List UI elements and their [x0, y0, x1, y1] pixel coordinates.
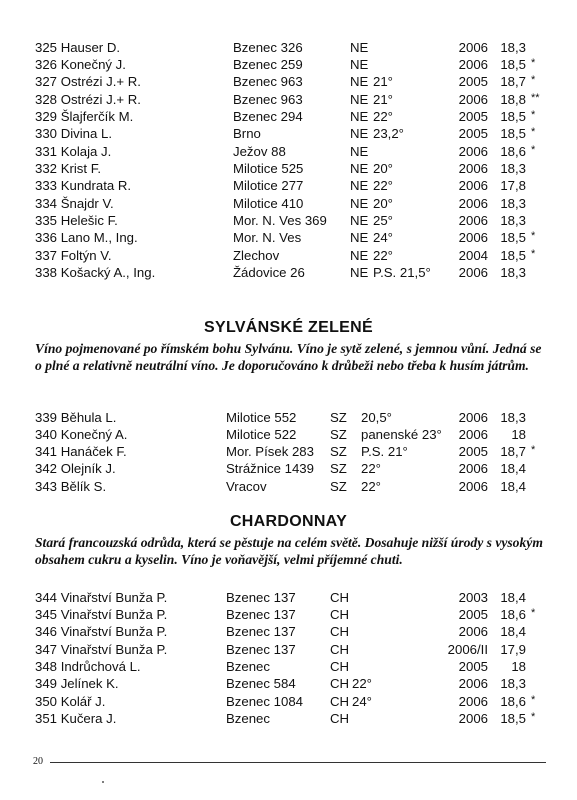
entry-year: 2006	[458, 56, 488, 72]
entry-id: 333	[35, 178, 58, 194]
entry-grower: Ostrézi J.+ R.	[60, 91, 141, 107]
entry-id: 337	[35, 247, 58, 263]
entry-name	[35, 39, 120, 56]
entry-variety-code: NE	[350, 247, 369, 263]
entry-year: 2006	[458, 265, 488, 281]
entry-detail: P.S. 21,5°	[373, 265, 431, 281]
entry-detail: 22°	[361, 478, 381, 494]
entry-grower: Vinařství Bunža P.	[60, 641, 168, 657]
entry-variety-code: NE	[350, 230, 369, 246]
entry-detail: 24°	[352, 693, 372, 709]
entry-grower: Indrůchová L.	[60, 658, 141, 674]
entry-id: 329	[35, 108, 58, 124]
entry-variety-code: SZ	[330, 478, 347, 494]
entry-detail: 22°	[373, 108, 393, 124]
table-row	[0, 247, 577, 264]
entry-year: 2005	[458, 126, 488, 142]
entry-name	[35, 56, 126, 73]
entry-score: 17,9	[500, 641, 526, 657]
entry-place: Bzenec 137	[226, 606, 296, 622]
entry-mark: *	[531, 710, 536, 723]
table-row	[0, 409, 577, 426]
entry-mark: *	[531, 143, 536, 156]
entry-grower: Helešic F.	[60, 213, 118, 228]
entry-grower: Divina L.	[60, 126, 112, 142]
entry-year: 2004	[458, 247, 488, 263]
entry-mark: *	[531, 126, 536, 139]
entry-place: Bzenec	[226, 658, 270, 674]
entry-name	[35, 710, 116, 727]
entry-place: Bzenec 963	[233, 74, 303, 90]
entry-year: 2006	[458, 693, 488, 709]
entry-detail: 20,5°	[361, 409, 392, 425]
table-row	[0, 641, 577, 658]
entry-id: 343	[35, 478, 58, 494]
entry-id: 332	[35, 160, 58, 176]
table-row	[0, 195, 577, 212]
entry-score: 18	[511, 658, 526, 674]
entry-place: Žádovice 26	[233, 265, 305, 281]
entry-score: 18,5	[500, 247, 526, 263]
entry-id: 330	[35, 126, 58, 142]
table-row	[0, 589, 577, 606]
entry-name	[35, 606, 167, 623]
entry-variety-code: CH	[330, 589, 350, 605]
entry-name	[35, 426, 127, 443]
entry-grower: Vinařství Bunža P.	[60, 589, 168, 605]
entry-id: 339	[35, 409, 58, 425]
entry-mark: *	[531, 606, 536, 619]
entry-score: 18,7	[500, 444, 526, 460]
entry-variety-code: CH	[330, 676, 350, 692]
entry-score: 18,4	[500, 461, 526, 477]
entry-year: 2005	[458, 606, 488, 622]
entry-place: Milotice 410	[233, 195, 304, 211]
entry-year: 2005	[458, 74, 488, 90]
entry-year: 2006	[458, 160, 488, 176]
entry-year: 2003	[458, 589, 488, 605]
entry-place: Mor. Písek 283	[226, 444, 314, 460]
footer-rule	[50, 762, 546, 763]
entry-detail: 20°	[373, 160, 393, 176]
entry-score: 18,4	[500, 589, 526, 605]
entry-grower: Kolář J.	[60, 693, 106, 709]
entry-score: 18,5	[500, 230, 526, 246]
entry-place: Milotice 552	[226, 409, 297, 425]
section-heading: SYLVÁNSKÉ ZELENÉ	[204, 319, 373, 336]
entry-mark: *	[531, 230, 536, 243]
entry-detail: 22°	[361, 461, 381, 477]
entry-grower: Běhula L.	[60, 409, 117, 425]
entry-year: 2006	[458, 426, 488, 442]
entry-name	[35, 675, 119, 692]
entry-detail: 22°	[373, 247, 393, 263]
entry-place: Mor. N. Ves 369	[233, 213, 327, 228]
entry-id: 327	[35, 74, 58, 90]
entry-place: Mor. N. Ves	[233, 230, 302, 246]
entry-year: 2006	[458, 676, 488, 692]
entry-score: 18,3	[500, 213, 526, 228]
entry-place: Milotice 277	[233, 178, 304, 194]
table-row	[0, 108, 577, 125]
entry-variety-code: NE	[350, 195, 369, 211]
entry-variety-code: NE	[350, 126, 369, 142]
entry-id: 326	[35, 56, 58, 72]
entry-place: Bzenec 137	[226, 624, 296, 640]
table-row	[0, 39, 577, 56]
speck	[102, 781, 104, 783]
entry-score: 18,6	[500, 606, 526, 622]
table-row	[0, 710, 577, 727]
entry-grower: Šnajdr V.	[60, 195, 114, 211]
entry-id: 335	[35, 213, 58, 228]
table-row	[0, 675, 577, 692]
entry-grower: Ostrézi J.+ R.	[60, 74, 141, 90]
entry-score: 18	[511, 426, 526, 442]
entry-grower: Kučera J.	[60, 710, 117, 726]
entry-variety-code: NE	[350, 178, 369, 194]
entry-score: 18,3	[500, 195, 526, 211]
entry-name	[35, 693, 105, 710]
entry-grower: Kundrata R.	[60, 178, 132, 194]
entry-score: 18,6	[500, 143, 526, 159]
table-row	[0, 693, 577, 710]
entry-variety-code: NE	[350, 56, 369, 72]
entry-name	[35, 177, 131, 194]
entry-name	[35, 91, 141, 108]
entry-place: Bzenec 294	[233, 108, 303, 124]
entry-year: 2006	[458, 195, 488, 211]
table-row	[0, 229, 577, 246]
entry-place: Brno	[233, 126, 261, 142]
entry-variety-code: SZ	[330, 444, 347, 460]
entry-score: 18,5	[500, 710, 526, 726]
entry-year: 2006	[458, 461, 488, 477]
entry-detail: 21°	[373, 74, 393, 90]
entry-score: 18,3	[500, 160, 526, 176]
entry-year: 2006	[458, 230, 488, 246]
entry-id: 331	[35, 143, 58, 159]
entry-id: 325	[35, 39, 58, 55]
entry-year: 2005	[458, 108, 488, 124]
entry-variety-code: NE	[350, 213, 369, 228]
entry-score: 18,5	[500, 108, 526, 124]
entry-place: Milotice 525	[233, 160, 304, 176]
entry-mark: **	[531, 91, 540, 104]
entry-year: 2006	[458, 39, 488, 55]
entry-place: Milotice 522	[226, 426, 297, 442]
entry-score: 18,4	[500, 478, 526, 494]
table-row	[0, 658, 577, 675]
entry-variety-code: NE	[350, 160, 369, 176]
entry-year: 2006	[458, 143, 488, 159]
entry-score: 18,5	[500, 126, 526, 142]
entry-variety-code: CH	[330, 658, 350, 674]
entry-variety-code: NE	[350, 265, 369, 281]
entry-variety-code: SZ	[330, 461, 347, 477]
entry-variety-code: CH	[330, 606, 350, 622]
entry-grower: Krist F.	[60, 160, 101, 176]
entry-place: Bzenec 963	[233, 91, 303, 107]
entry-detail: 21°	[373, 91, 393, 107]
entry-name	[35, 212, 118, 229]
section-description: Stará francouzská odrůda, která se pěstuje na celém světě. Dosahuje nižší úrody s vysokým obsahem cukru a kyselin. Víno je voňavější, velmi příjemné chuti.	[35, 535, 543, 567]
entry-id: 328	[35, 91, 58, 107]
entry-year: 2006	[458, 710, 488, 726]
entry-place: Bzenec 137	[226, 641, 296, 657]
entry-variety-code: SZ	[330, 426, 347, 442]
entry-id: 344	[35, 589, 58, 605]
entry-mark: *	[531, 108, 536, 121]
entry-score: 18,6	[500, 693, 526, 709]
entry-score: 18,4	[500, 624, 526, 640]
entry-id: 340	[35, 426, 58, 442]
entry-grower: Vinařství Bunža P.	[60, 606, 168, 622]
page-number: 20	[33, 756, 43, 767]
entry-variety-code: NE	[350, 39, 369, 55]
entry-id: 350	[35, 693, 58, 709]
entry-name	[35, 264, 155, 281]
entry-score: 18,3	[500, 265, 526, 281]
entry-name	[35, 460, 116, 477]
entry-grower: Foltýn V.	[60, 247, 112, 263]
entry-place: Bzenec 1084	[226, 693, 303, 709]
entry-place: Strážnice 1439	[226, 461, 314, 477]
table-row	[0, 125, 577, 142]
entry-variety-code: CH	[330, 710, 350, 726]
entry-name	[35, 195, 114, 212]
entry-year: 2006	[458, 624, 488, 640]
entry-grower: Vinařství Bunža P.	[60, 624, 168, 640]
entry-year: 2005	[458, 444, 488, 460]
table-row	[0, 443, 577, 460]
table-row	[0, 460, 577, 477]
entry-mark: *	[531, 74, 536, 87]
entry-mark: *	[531, 693, 536, 706]
entry-id: 345	[35, 606, 58, 622]
table-row	[0, 426, 577, 443]
entry-name	[35, 443, 127, 460]
entry-grower: Košacký A., Ing.	[60, 265, 156, 281]
entry-name	[35, 589, 167, 606]
entry-mark: *	[531, 444, 536, 457]
entry-name	[35, 229, 138, 246]
entry-year: 2006	[458, 478, 488, 494]
entry-id: 334	[35, 195, 58, 211]
entry-year: 2006	[458, 409, 488, 425]
entry-id: 349	[35, 676, 58, 692]
entry-grower: Bělík S.	[60, 478, 107, 494]
entry-name	[35, 641, 167, 658]
entry-place: Zlechov	[233, 247, 280, 263]
entry-grower: Kolaja J.	[60, 143, 112, 159]
entry-name	[35, 478, 106, 495]
entry-score: 18,3	[500, 409, 526, 425]
entry-year: 2005	[458, 658, 488, 674]
entry-name	[35, 125, 112, 142]
table-row	[0, 264, 577, 281]
entry-score: 18,8	[500, 91, 526, 107]
table-row	[0, 606, 577, 623]
entry-id: 346	[35, 624, 58, 640]
entry-year: 2006/II	[447, 641, 488, 657]
entry-score: 18,3	[500, 39, 526, 55]
entry-mark: *	[531, 247, 536, 260]
entry-place: Bzenec 259	[233, 56, 303, 72]
entry-place: Bzenec 326	[233, 39, 303, 55]
entry-id: 348	[35, 658, 58, 674]
entry-detail: 25°	[373, 213, 393, 228]
entry-detail: P.S. 21°	[361, 444, 408, 460]
entry-mark: *	[531, 56, 536, 69]
table-row	[0, 212, 577, 229]
entry-id: 336	[35, 230, 58, 246]
entry-score: 17,8	[500, 178, 526, 194]
entry-variety-code: NE	[350, 91, 369, 107]
section-description: Víno pojmenované po římském bohu Sylvánu. Víno je sytě zelené, s jemnou vůní. Jedná se o plné a relativně neutrální víno. Je doporučováno k drůbeži nebo třeba k husím játrům.	[35, 341, 542, 373]
entry-name	[35, 658, 141, 675]
entry-score: 18,7	[500, 74, 526, 90]
entry-detail: 23,2°	[373, 126, 404, 142]
entry-grower: Hanáček F.	[60, 444, 127, 460]
entry-variety-code: CH	[330, 693, 350, 709]
entry-grower: Konečný A.	[60, 426, 128, 442]
entry-place: Bzenec 584	[226, 676, 296, 692]
section-heading: CHARDONNAY	[229, 513, 348, 530]
entry-grower: Lano M., Ing.	[60, 230, 138, 246]
entry-grower: Šlajferčík M.	[60, 108, 134, 124]
entry-place: Bzenec 137	[226, 589, 296, 605]
table-row	[0, 143, 577, 160]
entry-name	[35, 108, 133, 125]
entry-detail: 20°	[373, 195, 393, 211]
entry-place: Bzenec	[226, 710, 270, 726]
entry-name	[35, 160, 101, 177]
entry-variety-code: SZ	[330, 409, 347, 425]
entry-name	[35, 143, 111, 160]
entry-place: Ježov 88	[233, 143, 286, 159]
entry-place: Vracov	[226, 478, 267, 494]
entry-name	[35, 409, 116, 426]
entry-grower: Jelínek K.	[60, 676, 119, 692]
entry-detail: 22°	[373, 178, 393, 194]
table-row	[0, 623, 577, 640]
entry-id: 342	[35, 461, 58, 477]
table-row	[0, 56, 577, 73]
entry-grower: Hauser D.	[60, 39, 121, 55]
entry-id: 341	[35, 444, 58, 460]
table-row	[0, 91, 577, 108]
entry-name	[35, 623, 167, 640]
entry-grower: Olejník J.	[60, 461, 116, 477]
table-row	[0, 177, 577, 194]
entry-variety-code: CH	[330, 641, 350, 657]
entry-variety-code: NE	[350, 74, 369, 90]
entry-name	[35, 73, 141, 90]
entry-variety-code: NE	[350, 143, 369, 159]
table-row	[0, 478, 577, 495]
entry-id: 347	[35, 641, 58, 657]
entry-variety-code: CH	[330, 624, 350, 640]
entry-id: 351	[35, 710, 58, 726]
entry-detail: 22°	[352, 676, 372, 692]
entry-name	[35, 247, 112, 264]
entry-score: 18,3	[500, 676, 526, 692]
table-row	[0, 73, 577, 90]
table-row	[0, 160, 577, 177]
entry-id: 338	[35, 265, 58, 281]
entry-variety-code: NE	[350, 108, 369, 124]
entry-year: 2006	[458, 91, 488, 107]
entry-year: 2006	[458, 178, 488, 194]
entry-detail: panenské 23°	[361, 426, 442, 442]
entry-detail: 24°	[373, 230, 393, 246]
entry-year: 2006	[458, 213, 488, 228]
entry-grower: Konečný J.	[60, 56, 126, 72]
entry-score: 18,5	[500, 56, 526, 72]
